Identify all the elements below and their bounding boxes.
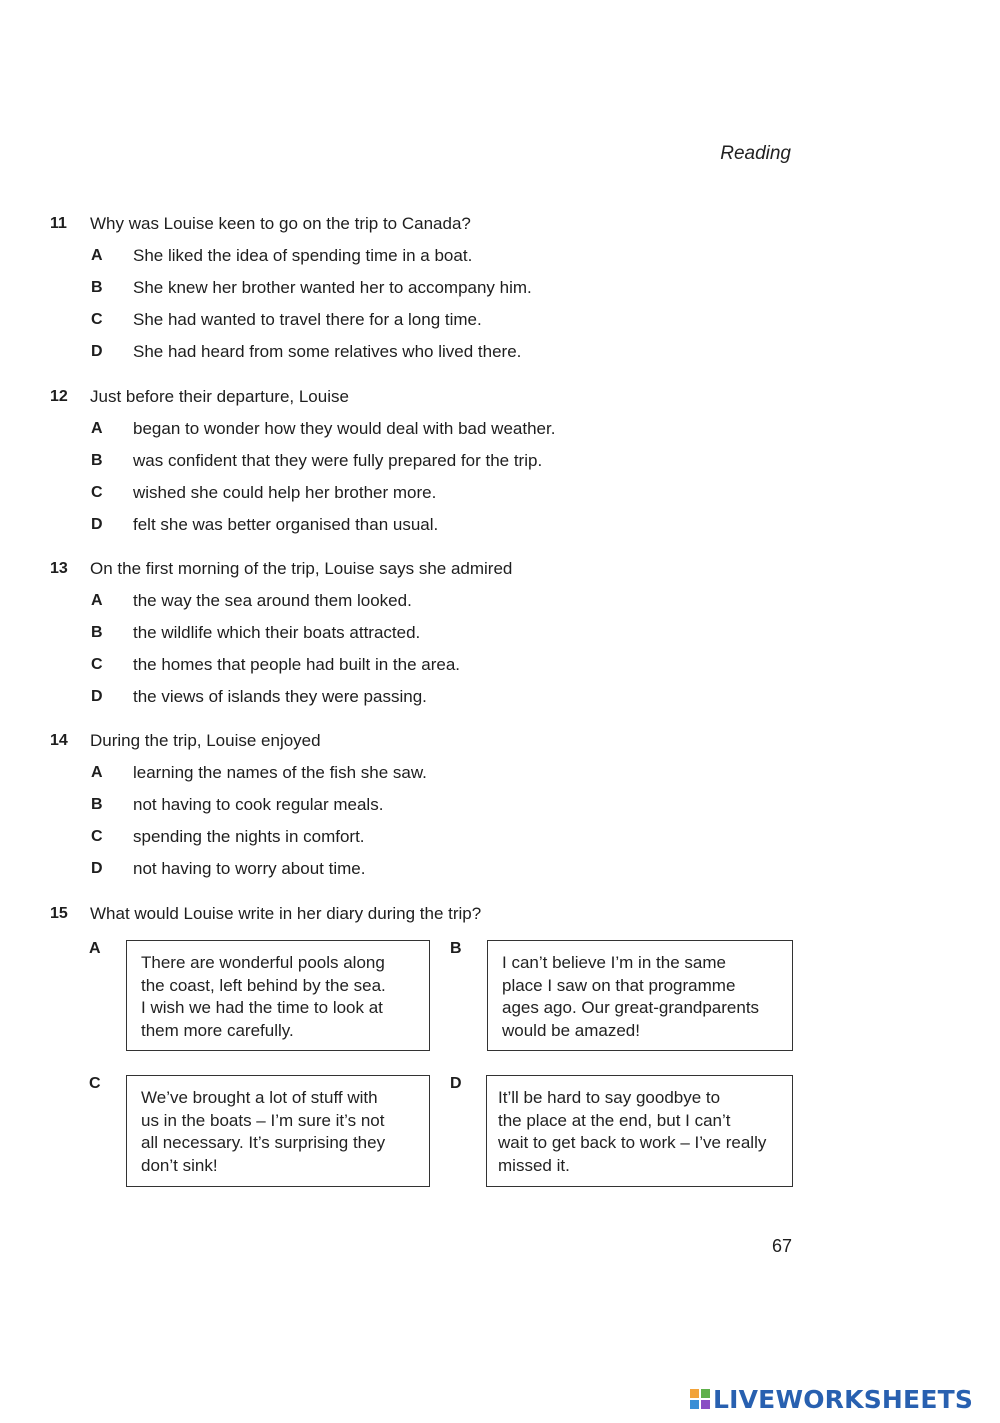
answer-option-a[interactable] (50, 418, 810, 440)
option-text: spending the nights in comfort. (133, 827, 365, 846)
question-12 (50, 386, 810, 536)
option-text: the homes that people had built in the area. (133, 655, 461, 674)
option-text: the wildlife which their boats attracted. (133, 623, 421, 642)
note-line: We’ve brought a lot of stuff with (141, 1088, 378, 1107)
option-text: felt she was better organised than usual. (133, 515, 439, 534)
option-letter: D (91, 688, 103, 705)
question-text: During the trip, Louise enjoyed (90, 731, 321, 750)
option-text: not having to worry about time. (133, 859, 366, 878)
answer-option-a[interactable] (50, 245, 810, 267)
question-number: 11 (50, 215, 67, 232)
option-text: the views of islands they were passing. (133, 687, 427, 706)
note-line: I wish we had the time to look at (141, 998, 383, 1017)
option-letter: B (91, 452, 103, 469)
diary-note-b[interactable] (487, 940, 793, 1051)
liveworksheets-logo[interactable] (690, 1382, 973, 1416)
option-letter: A (91, 764, 103, 781)
option-text: wished she could help her brother more. (133, 483, 437, 502)
note-line: ages ago. Our great-grandparents (502, 998, 760, 1017)
note-letter-b: B (450, 940, 462, 957)
option-text: She liked the idea of spending time in a boat. (133, 246, 473, 265)
note-letter-a: A (89, 940, 101, 957)
option-letter: C (91, 311, 103, 328)
note-line: the coast, left behind by the sea. (141, 975, 386, 995)
answer-option-d[interactable] (50, 686, 810, 708)
note-line: don’t sink! (141, 1155, 218, 1175)
note-line: us in the boats – I’m sure it’s not (141, 1110, 385, 1130)
note-letter-d: D (450, 1075, 462, 1092)
note-line: place I saw on that programme (502, 975, 736, 995)
option-letter: B (91, 279, 103, 296)
section-title: Reading (720, 143, 791, 164)
option-letter: C (91, 484, 103, 501)
answer-option-b[interactable] (50, 277, 810, 299)
answer-option-c[interactable] (50, 482, 810, 504)
option-letter: B (91, 796, 103, 813)
note-line: the place at the end, but I can’t (498, 1110, 731, 1130)
note-line: It’ll be hard to say goodbye to (498, 1088, 721, 1107)
note-letter-c: C (89, 1075, 101, 1092)
option-text: She knew her brother wanted her to accompany him. (133, 278, 532, 297)
answer-option-c[interactable] (50, 826, 810, 848)
question-15 (50, 903, 810, 925)
option-letter: C (91, 828, 103, 845)
note-line: I can’t believe I’m in the same (502, 953, 726, 972)
diary-note-a[interactable] (126, 940, 430, 1051)
note-line: would be amazed! (502, 1020, 640, 1040)
note-line: them more carefully. (141, 1020, 294, 1040)
note-line: all necessary. It’s surprising they (141, 1133, 386, 1152)
diary-note-d[interactable] (486, 1075, 793, 1187)
question-text: Why was Louise keen to go on the trip to Canada? (90, 214, 471, 233)
option-letter: A (91, 247, 103, 264)
answer-option-d[interactable] (50, 341, 810, 363)
answer-option-c[interactable] (50, 309, 810, 331)
question-number: 15 (50, 905, 68, 922)
question-text: Just before their departure, Louise (90, 387, 349, 406)
option-text: not having to cook regular meals. (133, 795, 384, 814)
note-line: There are wonderful pools along (141, 953, 385, 972)
option-text: She had heard from some relatives who lived there. (133, 342, 522, 361)
option-letter: D (91, 343, 103, 360)
answer-option-a[interactable] (50, 590, 810, 612)
option-text: the way the sea around them looked. (133, 591, 412, 610)
question-number: 13 (50, 560, 68, 577)
liveworksheets-logo-icon (690, 1389, 710, 1409)
diary-note-c[interactable] (126, 1075, 430, 1187)
question-text: What would Louise write in her diary during the trip? (90, 904, 482, 923)
question-14 (50, 730, 810, 880)
answer-option-c[interactable] (50, 654, 810, 676)
answer-option-a[interactable] (50, 762, 810, 784)
option-text: learning the names of the fish she saw. (133, 763, 427, 782)
option-letter: D (91, 516, 103, 533)
question-11 (50, 213, 810, 363)
logo-text: LIVEWORKSHEETS (713, 1384, 974, 1414)
option-letter: C (91, 656, 103, 673)
option-letter: A (91, 420, 103, 437)
page-number: 67 (772, 1236, 793, 1256)
question-number: 14 (50, 732, 68, 749)
question-number: 12 (50, 388, 68, 405)
option-text: She had wanted to travel there for a long time. (133, 310, 482, 329)
answer-option-b[interactable] (50, 794, 810, 816)
answer-option-d[interactable] (50, 858, 810, 880)
question-13 (50, 558, 810, 708)
note-line: missed it. (498, 1155, 570, 1175)
answer-option-b[interactable] (50, 622, 810, 644)
option-letter: A (91, 592, 103, 609)
answer-option-d[interactable] (50, 514, 810, 536)
option-text: was confident that they were fully prepared for the trip. (133, 451, 543, 470)
note-line: wait to get back to work – I’ve really (498, 1133, 767, 1152)
option-text: began to wonder how they would deal with bad weather. (133, 419, 556, 438)
option-letter: D (91, 860, 103, 877)
question-text: On the first morning of the trip, Louise says she admired (90, 559, 513, 578)
answer-option-b[interactable] (50, 450, 810, 472)
option-letter: B (91, 624, 103, 641)
